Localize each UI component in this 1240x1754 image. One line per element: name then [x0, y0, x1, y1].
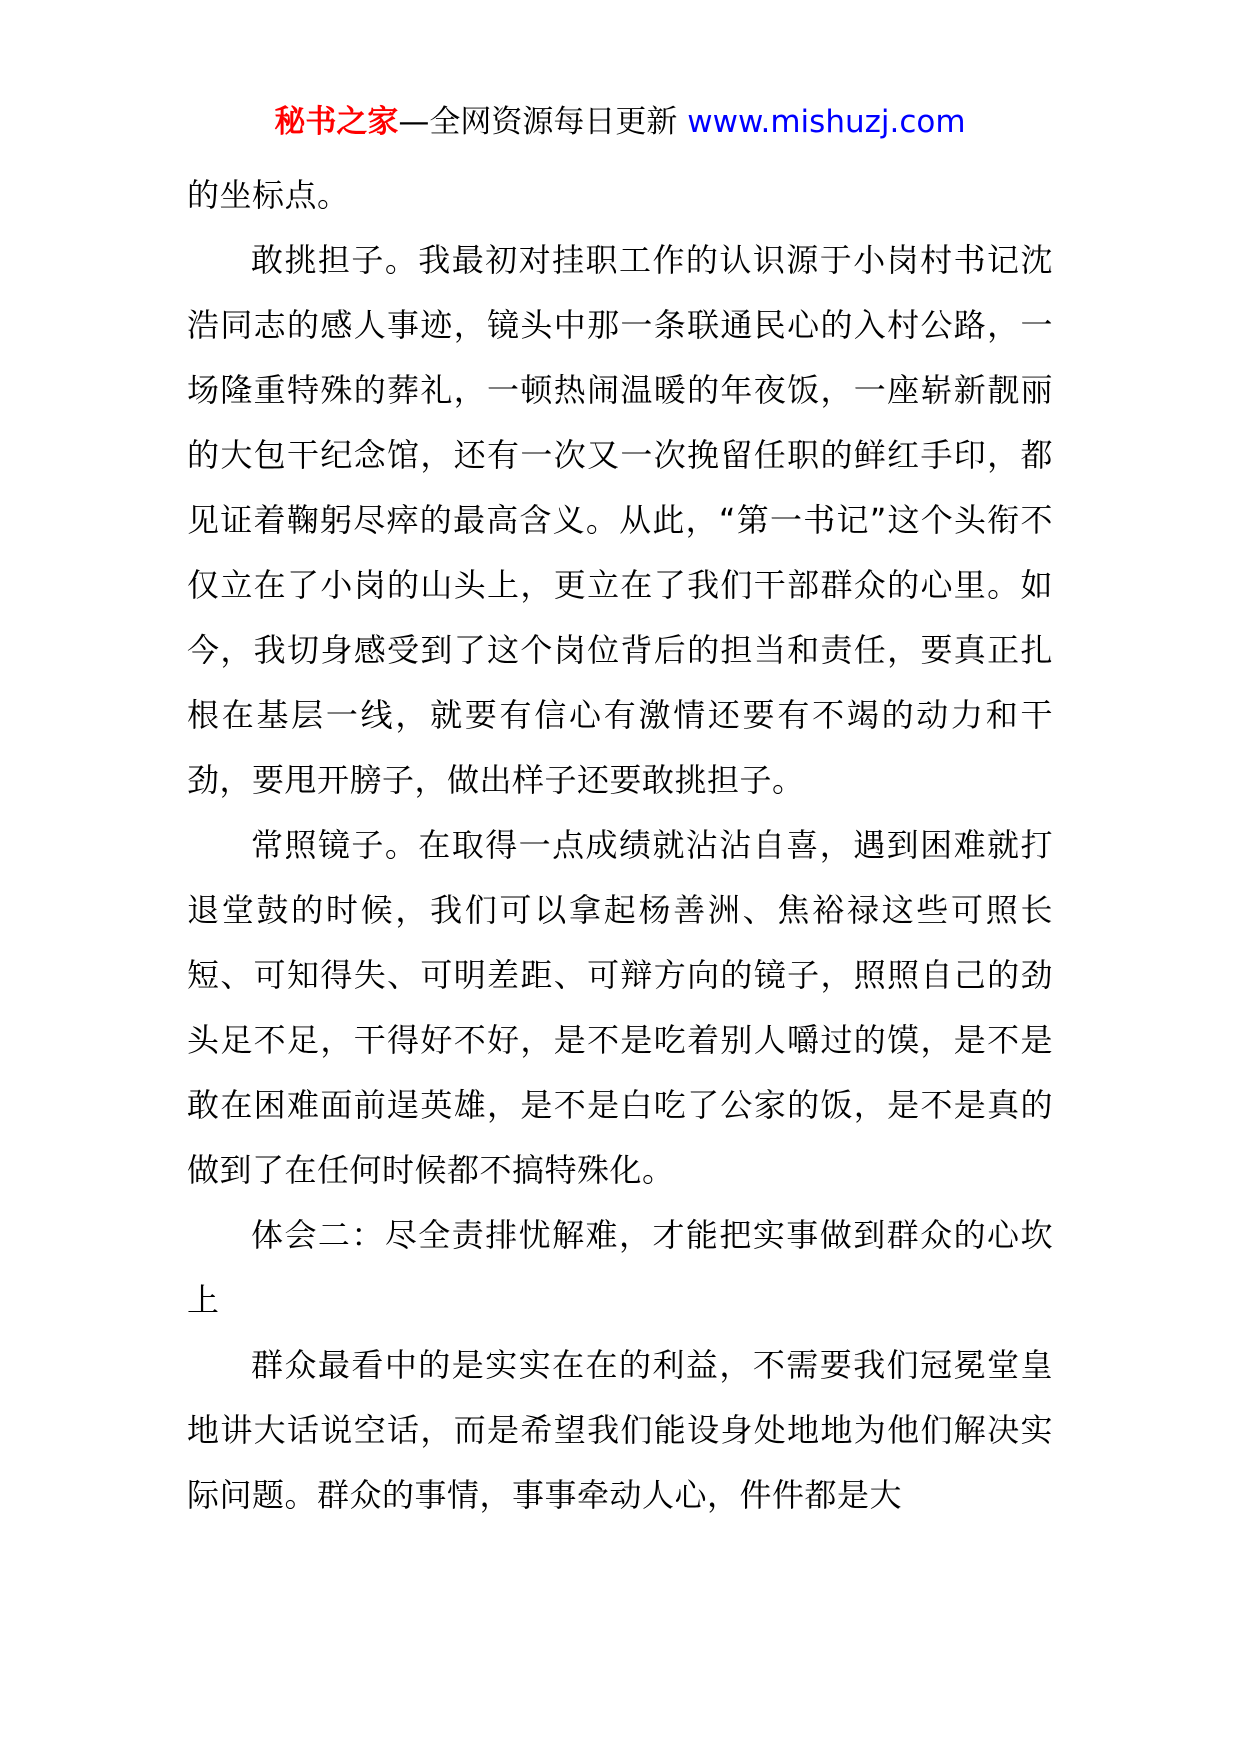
paragraph-2: 敢挑担子。我最初对挂职工作的认识源于小岗村书记沈浩同志的感人事迹，镜头中那一条联通民心的入村公路，一场隆重特殊的葬礼，一顿热闹温暖的年夜饭，一座崭新靓丽的大包干纪念馆，还有一次又一次挽留任职的鲜红手印，都见证着鞠躬尽瘁的最高含义。从此，“第一书记”这个头衔不仅立在了小岗的山头上，更立在了我们干部群众的心里。如今，我切身感受到了这个岗位背后的担当和责任，要真正扎根在基层一线，就要有信心有激情还要有不竭的动力和干劲，要甩开膀子，做出样子还要敢挑担子。 [187, 241, 1053, 799]
header-tagline: —全网资源每日更新 [398, 104, 688, 140]
header-brand: 秘书之家 [274, 104, 399, 140]
page-header [0, 100, 1240, 144]
paragraph-4: 群众最看中的是实实在在的利益，不需要我们冠冕堂皇地讲大话说空话，而是希望我们能设身处地地为他们解决实际问题。群众的事情，事事牵动人心，件件都是大 [187, 1346, 1053, 1514]
document-body [187, 163, 1053, 1528]
paragraph-1: 的坐标点。 [187, 176, 350, 214]
header-url-link[interactable]: www.mishuzj.com [687, 104, 966, 140]
section-heading: 体会二：尽全责排忧解难，才能把实事做到群众的心坎上 [187, 1216, 1053, 1319]
paragraph-3: 常照镜子。在取得一点成绩就沾沾自喜，遇到困难就打退堂鼓的时候，我们可以拿起杨善洲、焦裕禄这些可照长短、可知得失、可明差距、可辩方向的镜子，照照自己的劲头足不足，干得好不好，是不是吃着别人嚼过的馍，是不是敢在困难面前逞英雄，是不是白吃了公家的饭，是不是真的做到了在任何时候都不搞特殊化。 [187, 826, 1053, 1189]
